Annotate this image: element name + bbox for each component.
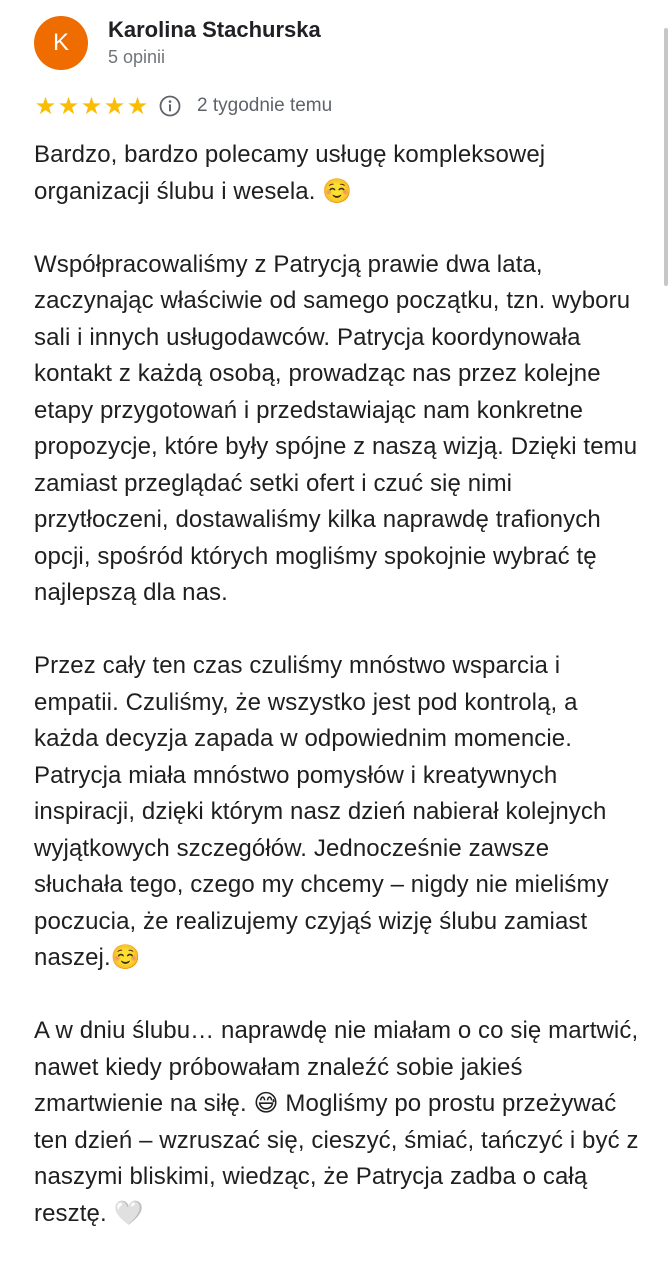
star-icon: ★ [103,92,126,120]
avatar-initial: K [52,29,69,56]
star-icon: ★ [80,92,103,120]
scrollbar[interactable] [664,28,668,286]
review-header [34,16,321,70]
author-block [108,17,321,69]
review-paragraph: Przez cały ten czas czuliśmy mnóstwo wsparcia i empatii. Czuliśmy, że wszystko jest pod kontrolą, a każda decyzja zapada w odpowiednim momencie. Patrycja miała mnóstwo pomysłów i kreatywnych inspiracji, dzięki którym nasz dzień nabierał kolejnych wyjątkowych szczegółów. Jednocześnie zawsze słuchała tego, czego my chcemy – nigdy nie mieliśmy poczucia, że realizujemy czyjąś wizję ślubu zamiast naszej.☺️ [34,652,609,971]
review-text [34,137,644,1269]
review-date: 2 tygodnie temu [197,95,333,116]
review-paragraph: A w dniu ślubu… naprawdę nie miałam o co się martwić, nawet kiedy próbowałam znaleźć sobie jakieś zmartwienie na siłę. 😅 Mogliśmy po prostu przeżywać ten dzień – wzruszać się, cieszyć, śmiać, tańczyć i być z naszymi bliskimi, wiedząc, że Patrycja zadba o całą resztę. 🤍 [34,1017,639,1227]
review-paragraph: Bardzo, bardzo polecamy usługę kompleksowej organizacji ślubu i wesela. ☺️ [34,141,546,205]
author-name[interactable]: Karolina Stachurska [108,17,321,42]
star-icon: ★ [34,92,57,120]
author-review-count: 5 opinii [108,47,166,67]
info-icon[interactable] [159,95,181,117]
review-paragraph: Współpracowaliśmy z Patrycją prawie dwa lata, zaczynając właściwie od samego początku, tzn. wyboru sali i innych usługodawców. Patrycja koordynowała kontakt z każdą osobą, prowadząc nas przez kolejne etapy przygotowań i przedstawiając nam konkretne propozycje, które były spójne z naszą wizją. Dzięki temu zamiast przeglądać setki ofert i czuć się nimi przytłoczeni, dostawaliśmy kilka naprawdę trafionych opcji, spośród których mogliśmy spokojnie wybrać tę najlepszą dla nas. [34,250,638,606]
star-icon: ★ [126,92,149,120]
star-rating [34,94,149,118]
star-icon: ★ [57,92,80,120]
rating-row [34,92,332,120]
avatar[interactable] [34,16,88,70]
